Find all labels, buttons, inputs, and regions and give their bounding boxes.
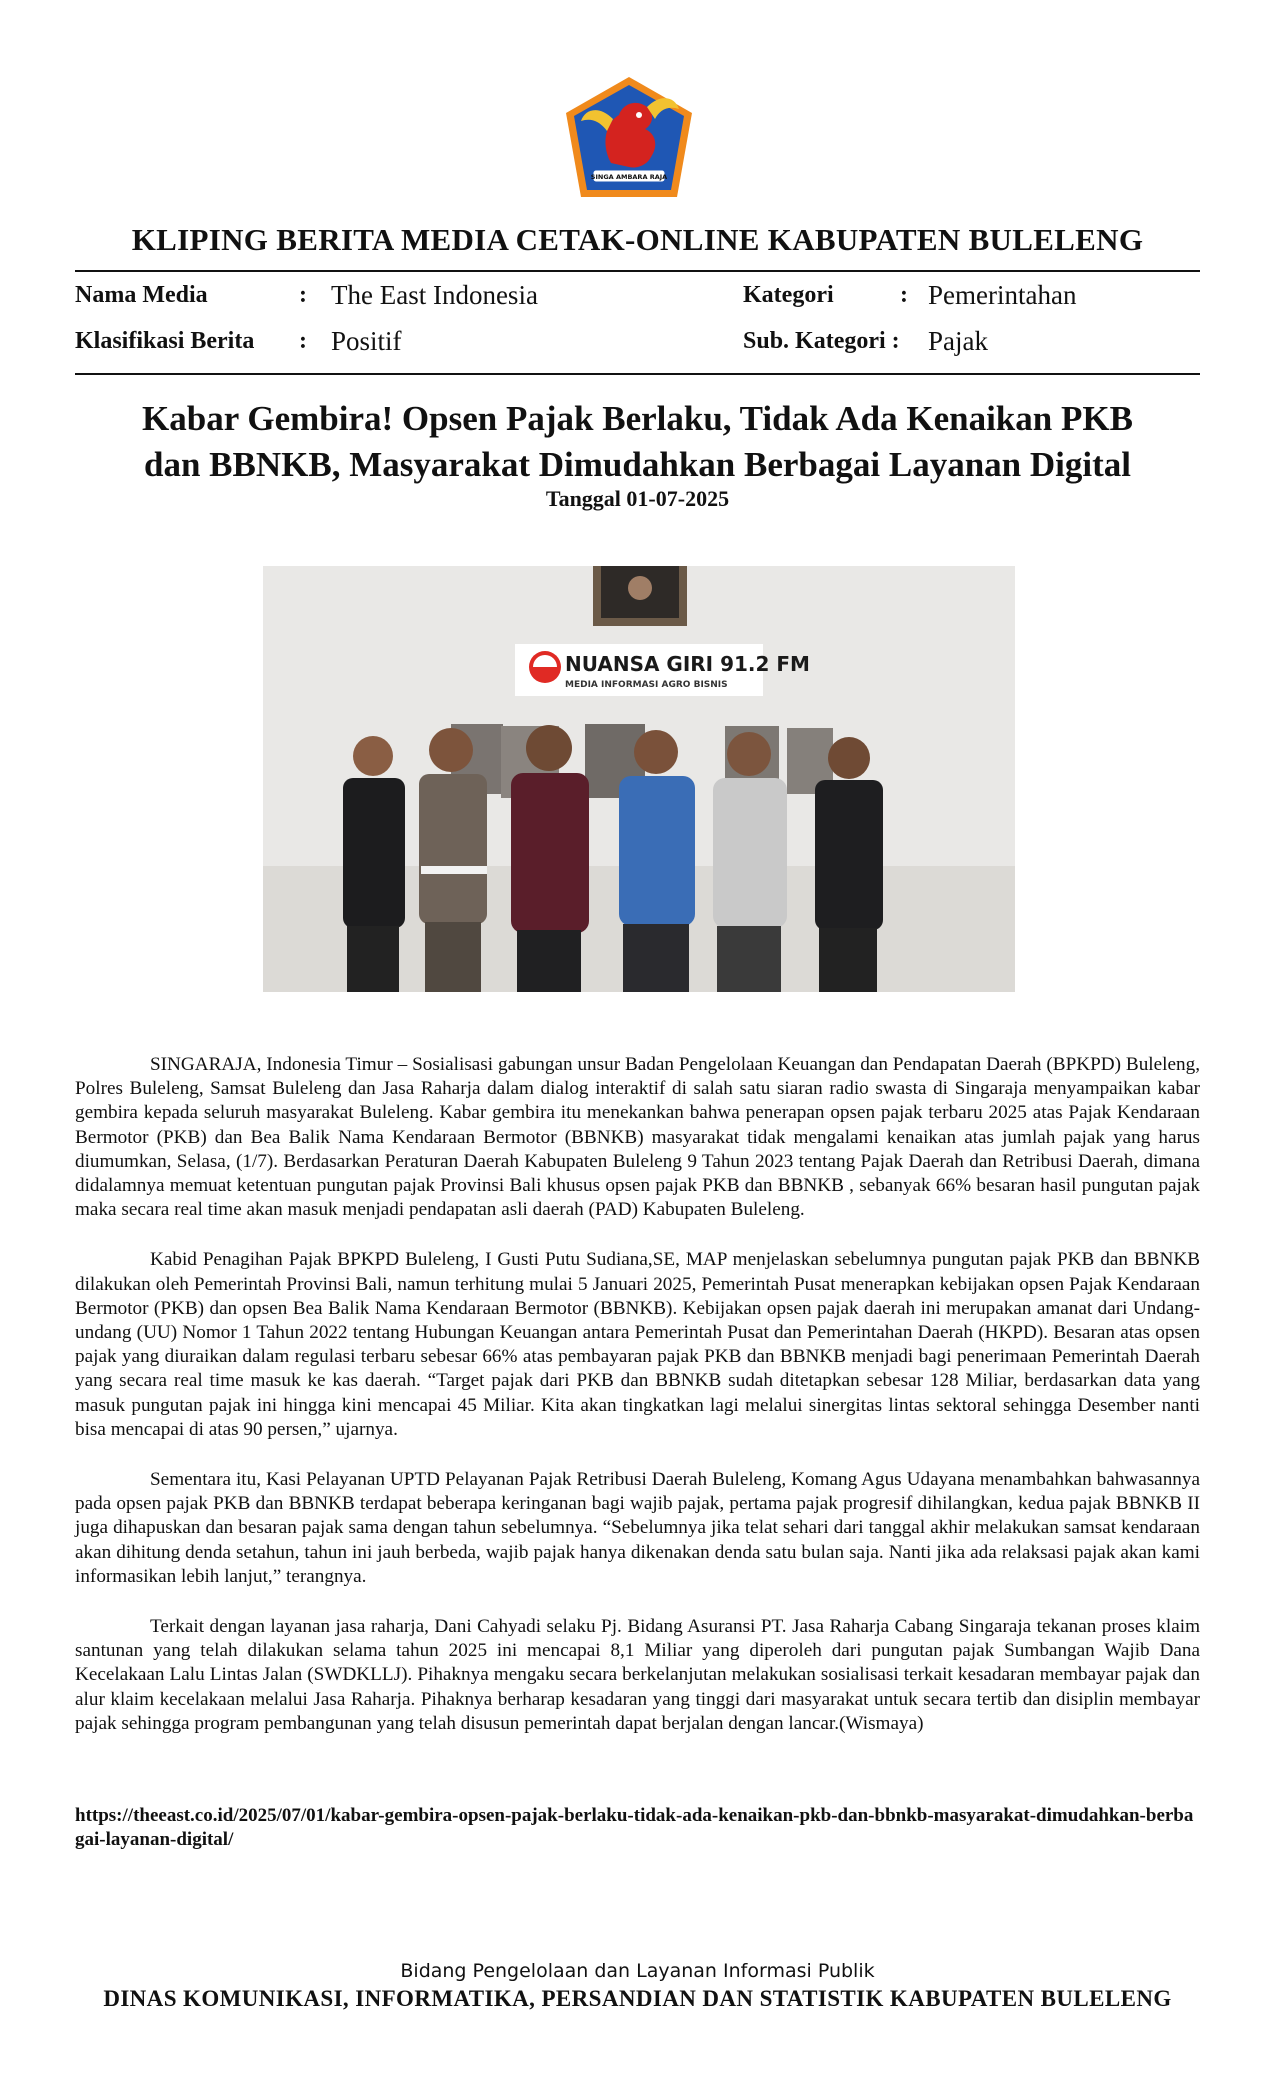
footer-agency: DINAS KOMUNIKASI, INFORMATIKA, PERSANDIAN DAN STATISTIK KABUPATEN BULELENG — [103, 1986, 1172, 2011]
article-title — [75, 396, 1200, 488]
meta-row-2 — [75, 328, 1200, 364]
source-url-link[interactable]: https://theeast.co.id/2025/07/01/kabar-gembira-opsen-pajak-berlaku-tidak-ada-kenaikan-pkb-dan-bbnkb-masyarakat-dimudahkan-berbagai-layanan-digital/ — [75, 1805, 1194, 1850]
article-title-line-2: dan BBNKB, Masyarakat Dimudahkan Berbagai Layanan Digital — [144, 445, 1131, 484]
footer-unit: Bidang Pengelolaan dan Layanan Informasi Publik — [400, 1960, 875, 1982]
subkategori-label: Sub. Kategori : — [743, 328, 900, 354]
kategori-value: Pemerintahan — [928, 280, 1077, 310]
klasifikasi-value: Positif — [331, 326, 402, 356]
klasifikasi-label: Klasifikasi Berita — [75, 328, 255, 354]
klasifikasi-colon: : — [299, 328, 307, 354]
article-date: Tanggal 01-07-2025 — [545, 486, 730, 511]
buleleng-regency-logo — [563, 75, 695, 203]
article-photo — [263, 566, 1015, 992]
document-header-title: KLIPING BERITA MEDIA CETAK-ONLINE KABUPATEN BULELENG — [131, 222, 1144, 257]
article-body — [75, 1053, 1200, 1762]
article-paragraph: SINGARAJA, Indonesia Timur – Sosialisasi gabungan unsur Badan Pengelolaan Keuangan dan Pendapatan Daerah (BPKPD) Buleleng, Polres Buleleng, Samsat Buleleng dan Jasa Raharja dalam dialog interaktif di salah satu siaran radio swasta di Singaraja menyampaikan kabar gembira kepada seluruh masyarakat Buleleng. Kabar gembira itu menekankan bahwa penerapan opsen pajak terbaru 2025 atas Pajak Kendaraan Bermotor (PKB) dan Bea Balik Nama Kendaraan Bermotor (BBNKB) masyarakat tidak mengalami kenaikan atas jumlah pajak yang harus diumumkan, Selasa, (1/7). Berdasarkan Peraturan Daerah Kabupaten Buleleng 9 Tahun 2023 tentang Pajak Daerah dan Retribusi Daerah, dimana didalamnya memuat ketentuan pungutan pajak Provinsi Bali khusus opsen pajak PKB dan BBNKB , sebanyak 66% besaran hasil pungutan pajak maka secara real time akan masuk menjadi pendapatan asli daerah (PAD) Kabupaten Buleleng. — [75, 1054, 1200, 1221]
media-colon: : — [299, 282, 307, 308]
kategori-label: Kategori — [743, 282, 834, 308]
article-paragraph: Kabid Penagihan Pajak BPKPD Buleleng, I Gusti Putu Sudiana,SE, MAP menjelaskan sebelumnya pungutan pajak PKB dan BBNKB dilakukan oleh Pemerintah Provinsi Bali, namun terhitung mulai 5 Januari 2025, Pemerintah Pusat menerapkan kebijakan opsen Pajak Kendaraan Bermotor (PKB) dan opsen Bea Balik Nama Kendaraan Bermotor (BBNKB). Kebijakan opsen pajak daerah ini merupakan amanat dari Undang-undang (UU) Nomor 1 Tahun 2022 tentang Hubungan Keuangan antara Pemerintah Pusat dan Pemerintahan Daerah (HKPD). Besaran atas opsen pajak yang diuraikan dalam regulasi terbaru sebesar 66% atas pembayaran pajak PKB dan BBNKB menjadi bagi penerimaan Pemerintah Daerah yang secara real time masuk ke kas daerah. “Target pajak dari PKB dan BBNKB sudah ditetapkan sebesar 128 Miliar, berdasarkan data yang masuk pungutan pajak ini hingga kini mencapai 45 Miliar. Kita akan tingkatkan lagi melalui sinergitas lintas sektoral sehingga Desember nanti bisa mencapai di atas 90 persen,” ujarnya. — [75, 1249, 1200, 1440]
media-label: Nama Media — [75, 282, 208, 308]
header-divider-bottom — [75, 373, 1200, 375]
article-paragraph: Sementara itu, Kasi Pelayanan UPTD Pelayanan Pajak Retribusi Daerah Buleleng, Komang Agus Udayana menambahkan bahwasannya pada opsen pajak PKB dan BBNKB terdapat beberapa keringanan bagi wajib pajak, pertama pajak progresif dihilangkan, kedua pajak BBNKB II juga dihapuskan dan besaran pajak sama dengan tahun sebelumnya. “Sebelumnya jika telat sehari dari tanggal akhir melakukan samsat kendaraan akan dihitung denda setahun, tahun ini jauh berbeda, wajib pajak hanya dikenakan denda satu bulan saja. Nanti jika ada relaksasi pajak akan kami informasikan lebih lanjut,” terangnya. — [75, 1469, 1200, 1587]
media-value: The East Indonesia — [331, 280, 538, 310]
header-divider-top — [75, 270, 1200, 272]
subkategori-value: Pajak — [928, 326, 988, 356]
kategori-colon: : — [900, 282, 908, 308]
svg-text:MEDIA INFORMASI AGRO BISNIS: MEDIA INFORMASI AGRO BISNIS — [565, 680, 728, 690]
svg-text:NUANSA GIRI 91.2 FM: NUANSA GIRI 91.2 FM — [565, 652, 810, 676]
article-title-line-1: Kabar Gembira! Opsen Pajak Berlaku, Tidak Ada Kenaikan PKB — [142, 399, 1133, 438]
article-paragraph: Terkait dengan layanan jasa raharja, Dani Cahyadi selaku Pj. Bidang Asuransi PT. Jasa Raharja Cabang Singaraja tekanan proses klaim santunan yang telah dilakukan selama tahun 2025 ini mencapai 8,1 Miliar yang diperoleh dari pungutan pajak Sumbangan Wajib Dana Kecelakaan Lalu Lintas Jalan (SWDKLLJ). Pihaknya mengaku secara berkelanjutan melakukan sosialisasi terkait kesadaran membayar pajak dan alur klaim kecelakaan melalui Jasa Raharja. Pihaknya berharap kesadaran yang tinggi dari masyarakat untuk secara tertib dan disiplin membayar pajak sehingga program pembangunan yang telah disusun pemerintah dapat berjalan dengan lancar.(Wismaya) — [75, 1616, 1200, 1734]
svg-text:SINGA AMBARA RAJA: SINGA AMBARA RAJA — [590, 173, 668, 181]
meta-row-1 — [75, 282, 1200, 318]
